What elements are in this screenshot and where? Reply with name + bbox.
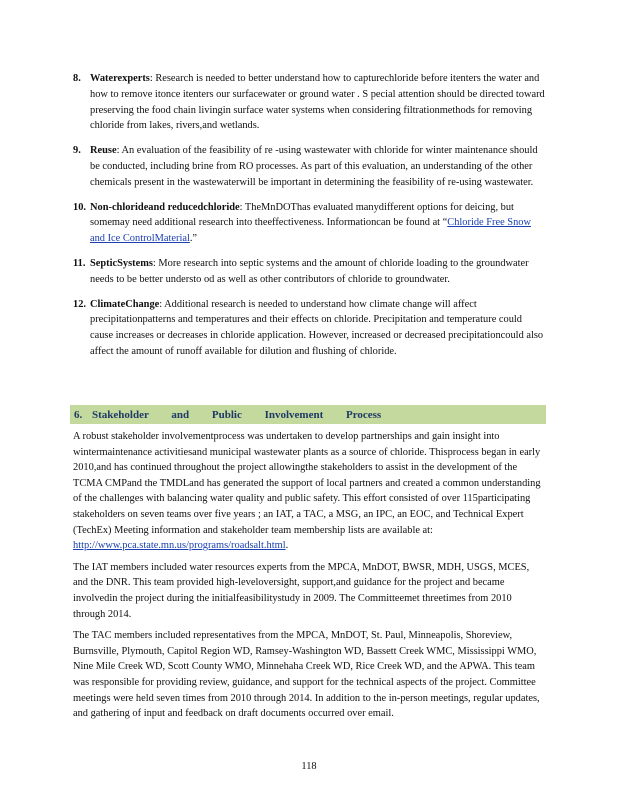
paragraph-text: A robust stakeholder involvementprocess was undertaken to develop partnerships and gain insight into wintermaintenance activitiesand municipal wastewater plants as a source of chloride. Thisprocess began in early 2010,and has continued throughout the project allowingthe stakeholders to assist in the development of the TCMA CMPand the TMDLand has generated the support of local partners and created a common understanding of the challenges with balancing water quality and public safety. This effort consisted of over 115participating stakeholders on seven teams over five years ; an IAT, a TAC, a MSG, an IPC, an EOC, and Technical Expert (TechEx) Meeting information and stakeholder team membership lists are available at: xyxy=(73,431,541,536)
list-item-body xyxy=(90,71,545,134)
list-item-text: : An evaluation of the feasibility of re -using wastewater with chloride for winter maintenance should be conducted, including brine from RO processes. As part of this evaluation, an understanding of the other chemicals present in the wastewaterwill be important in determining the feasibility of re-using wastewater. xyxy=(90,145,538,188)
list-item-body xyxy=(90,256,545,288)
paragraph-stakeholder-process xyxy=(73,429,545,554)
list-item-text: : Additional research is needed to understand how climate change will affect precipitationpatterns and temperatures and their effects on chloride. Precipitation and temperature could cause increases or decreases in chloride application. However, increased or decreased precipitationcould also affect the amount of runoff available for dilution and flushing of chloride. xyxy=(90,298,544,357)
section-body xyxy=(73,429,545,728)
section-number: 6. xyxy=(74,408,83,421)
list-item-body xyxy=(90,200,545,247)
list-item-heading: Waterexperts xyxy=(90,73,150,84)
list-item-text: : More research into septic systems and the amount of chloride loading to the groundwater needs to be better understo od as well as other contributors of chloride to groundwater. xyxy=(90,257,529,285)
list-number: 10. xyxy=(73,201,86,213)
list-item-heading: Reuse xyxy=(90,145,117,157)
paragraph-tac-members: The TAC members included representatives from the MPCA, MnDOT, St. Paul, Minneapolis, Shoreview, Burnsville, Plymouth, Capitol Region WD, Ramsey-Washington WD, Bassett Creek WMC, Mississippi WMO, Nine Mile Creek WD, Scott County WMO, Minnehaha Creek WD, Rice Creek WD, and the APWA. This team was responsible for providing review, guidance, and support for the technical aspects of the project. Committee meetings were held seven times from 2010 through 2014. In addition to the in-person meetings, regular updates, and gathering of input and feedback on draft documents occurred over email. xyxy=(73,630,540,720)
roadsalt-program-link[interactable]: http://www.pca.state.mn.us/programs/roadsalt.html xyxy=(73,540,286,552)
list-item-text-after: .” xyxy=(189,233,198,245)
list-item-11 xyxy=(73,256,545,288)
list-item-12 xyxy=(73,297,545,360)
research-needs-list xyxy=(73,71,545,369)
page-number: 118 xyxy=(301,761,317,772)
section-heading-bar xyxy=(70,405,546,424)
paragraph-iat-members: The IAT members included water resources experts from the MPCA, MnDOT, BWSR, MDH, USGS, MCES, and the DNR. This team provided high-leveloversight, support,and guidance for the project and became involvedin the project during the initialfeasibilitystudy in 2009. The Committeemet threetimes from 2010 through 2014. xyxy=(73,561,530,620)
list-item-9 xyxy=(73,143,545,190)
list-number: 12. xyxy=(73,298,86,310)
section-title: Stakeholder and Public Involvement Process xyxy=(92,408,382,421)
list-item-heading: Non-chlorideand reducedchloride xyxy=(90,201,240,213)
list-item-8 xyxy=(73,71,545,134)
list-item-heading: SepticSystems xyxy=(90,257,153,269)
list-item-body xyxy=(90,297,545,360)
list-item-10 xyxy=(73,200,545,247)
list-number: 9. xyxy=(73,145,81,157)
list-number: 11. xyxy=(73,257,86,269)
list-item-body xyxy=(90,143,545,190)
list-item-text: : Research is needed to better understand how to capturechloride before itenters the water and how to remove itonce itenters our surfacewater or ground water . S pecial attention should be directed toward preserving the food chain livingin surface water systems when considering filtrationmethods for removing chloride from lakes, rivers,and wetlands. xyxy=(90,73,545,132)
list-item-heading: ClimateChange xyxy=(90,298,160,310)
list-item-text: : TheMnDOThas evaluated manydifferent options for deicing, but somemay need additional research into theeffectiveness. Informationcan be found at “ xyxy=(90,201,514,229)
paragraph-text-after: . xyxy=(285,540,289,552)
chloride-free-materials-link[interactable]: Chloride Free Snow and Ice ControlMaterial xyxy=(90,217,531,245)
list-number: 8. xyxy=(73,73,81,84)
